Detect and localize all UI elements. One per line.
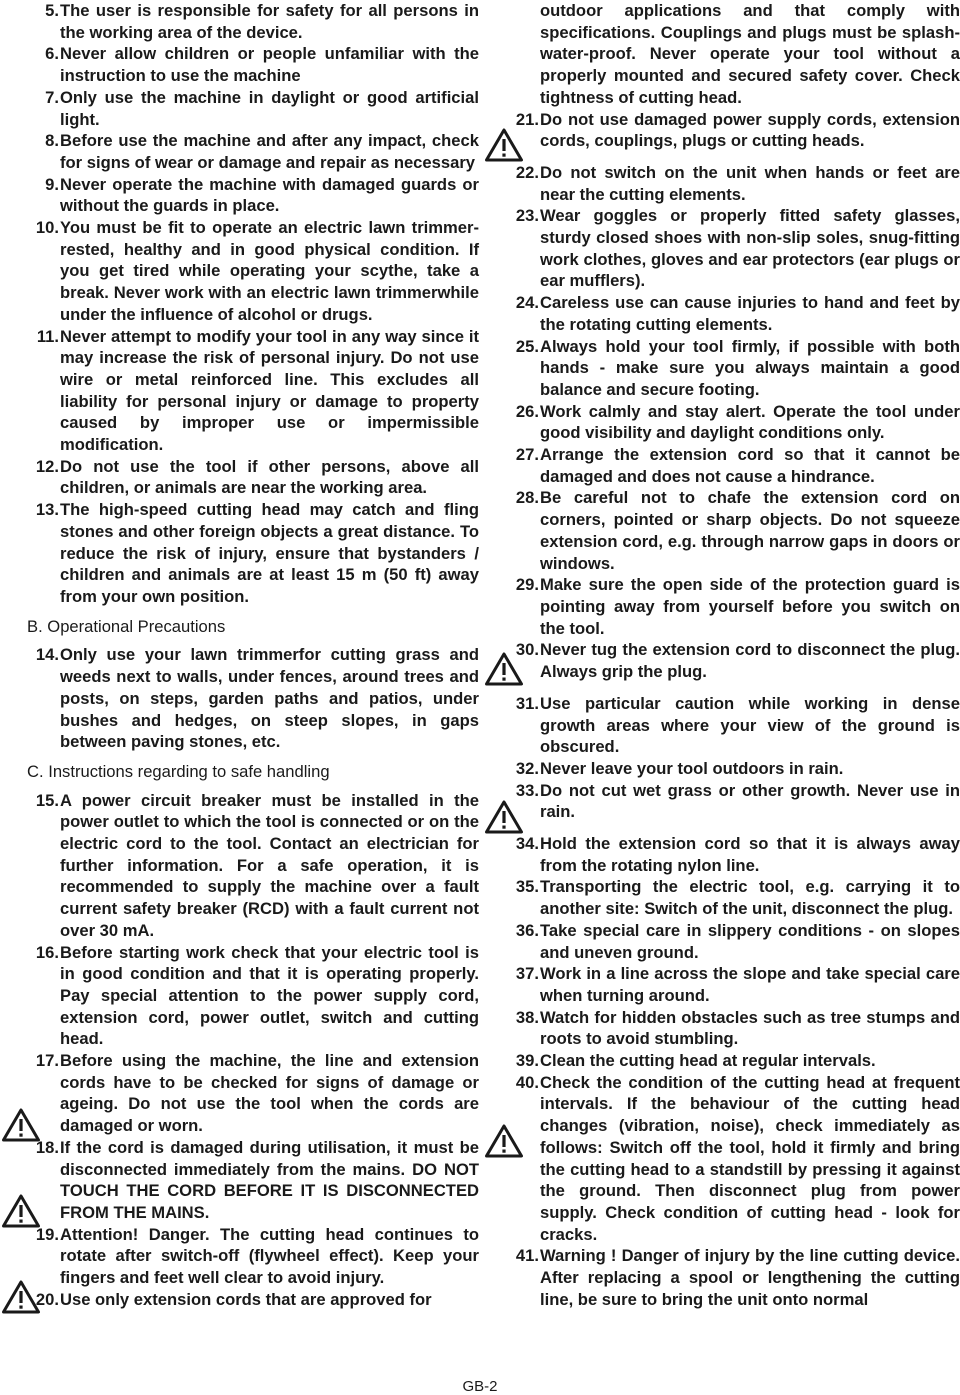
list-item <box>507 401 960 444</box>
list-item-text: Wear goggles or properly fitted safety glasses, sturdy closed shoes with non-slip soles, snug-fitting work clothes, gloves and ear protectors (ear plugs or ear mufflers). <box>540 206 960 291</box>
list-item-number: 40. <box>515 1072 539 1092</box>
list-item <box>507 963 960 1006</box>
list-item-text: A power circuit breaker must be installed in the power outlet to which the tool is connected or on the electric cord to the tool. Contact an electrician for further information. For a safe operation, it is recommended to supply the machine over a fault current safety breaker (RCD) with a fault current not over 30 mA. <box>60 790 479 940</box>
list-item-text: Before starting work check that your electric tool is in good condition and that it is operating properly. Pay special attention to the power supply cord, extension cord, power outlet, switch and cutting head. <box>60 942 479 1049</box>
list-item-number: 41. <box>515 1246 539 1266</box>
warning-triangle-icon <box>485 128 523 162</box>
list-item-number: 7. <box>45 87 59 107</box>
list-item-text: Warning ! Danger of injury by the line cutting device. After replacing a spool or lengthening the cutting line, be sure to bring the unit onto normal <box>540 1246 960 1309</box>
list-item-number: 25. <box>515 336 539 356</box>
list-item <box>27 217 479 326</box>
list-item <box>27 942 479 1051</box>
list-item-text: Do not use the tool if other persons, above all children, or animals are near the working area. <box>60 456 479 498</box>
list-item-number: 14. <box>35 645 59 665</box>
list-item-number: 12. <box>35 456 59 476</box>
list-item-text: Check the condition of the cutting head at frequent intervals. If the behaviour of the cutting head changes (vibration, noise), check immediately as follows: Switch off the tool, hold it firmly and bring the cutting head to a standstill by pressing it against the ground. Then disconnect plug from power supply. Check condition of cutting head - look for cracks. <box>540 1072 960 1244</box>
list-left-b <box>27 644 479 753</box>
list-item-number: 22. <box>515 162 539 182</box>
list-item-text: Clean the cutting head at regular intervals. <box>540 1051 876 1071</box>
page-number: GB-2 <box>462 1378 498 1395</box>
list-left-top <box>27 0 479 608</box>
list-item-number: 18. <box>35 1137 59 1157</box>
list-item-number: 10. <box>35 218 59 238</box>
list-item-number: 13. <box>35 500 59 520</box>
list-item-text: Never leave your tool outdoors in rain. <box>540 758 844 778</box>
list-item-text: Before use the machine and after any impact, check for signs of wear or damage and repair as necessary <box>60 131 479 172</box>
list-item <box>507 1245 960 1310</box>
list-item-text: Work in a line across the slope and take special care when turning around. <box>540 964 960 1005</box>
list-item-number: 15. <box>35 790 59 810</box>
list-item <box>507 109 960 152</box>
list-item <box>507 1072 960 1246</box>
list-item <box>507 1007 960 1050</box>
list-item-number: 30. <box>515 640 539 660</box>
list-item-number: 11. <box>36 326 59 346</box>
list-item-text: Only use your lawn trimmerfor cutting grass and weeds next to walls, under fences, around trees and posts, on steps, garden paths and patios, under bushes and hedges, on steep slopes, in gaps between paving stones, etc. <box>60 645 479 752</box>
list-item <box>507 336 960 401</box>
list-item <box>27 644 479 753</box>
list-item-text: Never allow children or people unfamiliar with the instruction to use the machine <box>60 44 479 86</box>
list-item <box>27 43 479 86</box>
list-item <box>507 574 960 639</box>
section-heading-b: B. Operational Precautions <box>27 616 226 636</box>
list-item-number: 9. <box>45 174 59 194</box>
list-item-number: 39. <box>515 1051 539 1071</box>
list-item <box>27 456 479 499</box>
list-item <box>27 790 479 942</box>
list-item <box>507 1050 960 1072</box>
list-item-number: 34. <box>515 834 539 854</box>
warning-triangle-icon <box>485 800 523 834</box>
list-item-text: Make sure the open side of the protection guard is pointing away from yourself before you switch on the tool. <box>540 575 960 638</box>
list-item-text: Use only extension cords that are approved for <box>60 1289 432 1309</box>
list-item <box>27 1137 479 1224</box>
list-item-number: 37. <box>515 964 539 984</box>
list-item <box>27 1289 479 1311</box>
list-item <box>507 920 960 963</box>
list-item-number: 24. <box>515 293 539 313</box>
left-column <box>27 0 479 1310</box>
list-item <box>507 639 960 682</box>
list-item-number: 38. <box>515 1007 539 1027</box>
list-item <box>507 780 960 823</box>
list-item-text: Work calmly and stay alert. Operate the tool under good visibility and daylight conditions only. <box>540 401 960 443</box>
list-item-text: The user is responsible for safety for all persons in the working area of the device. <box>60 1 479 42</box>
list-item <box>27 1224 479 1289</box>
list-item-text: outdoor applications and that comply with specifications. Couplings and plugs must be splash-water-proof. Never operate your tool without a properly mounted and secured safety cover. Check tightness of cutting head. <box>540 1 960 107</box>
list-item-number: 19. <box>35 1224 59 1244</box>
list-item-text: Careless use can cause injuries to hand and feet by the rotating cutting elements. <box>540 293 960 334</box>
warning-triangle-icon <box>2 1194 40 1228</box>
list-item-text: Never tug the extension cord to disconnect the plug. Always grip the plug. <box>540 640 960 682</box>
list-item-number: 28. <box>515 488 539 508</box>
list-item-text: Never operate the machine with damaged guards or without the guards in place. <box>60 174 479 216</box>
list-item-text: Do not cut wet grass or other growth. Never use in rain. <box>540 780 960 822</box>
list-item <box>507 693 960 758</box>
list-item-text: Hold the extension cord so that it is always away from the rotating nylon line. <box>540 834 960 875</box>
list-item <box>27 174 479 217</box>
list-item-text: Before using the machine, the line and extension cords have to be checked for signs of damage or ageing. Do not use the tool when the cords are damaged or worn. <box>60 1051 479 1136</box>
list-item-number: 20. <box>35 1289 59 1309</box>
list-item-text: Attention! Danger. The cutting head continues to rotate after switch-off (flywheel effect). Keep your fingers and feet well clear to avoid injury. <box>60 1224 479 1288</box>
list-item <box>27 499 479 608</box>
right-column <box>507 0 960 1310</box>
list-item-number: 27. <box>515 445 539 465</box>
list-item-text: Arrange the extension cord so that it cannot be damaged and does not cause a hindrance. <box>540 445 960 486</box>
list-item-text: The high-speed cutting head may catch and fling stones and other foreign objects a great distance. To reduce the risk of injury, ensure that bystanders / children and animals are at least 15 m (50 ft) away from your own position. <box>60 500 479 606</box>
list-item-text: Be careful not to chafe the extension cord on corners, pointed or sharp objects. Do not squeeze extension cord, e.g. through narrow gaps in doors or windows. <box>540 488 960 573</box>
list-item-number: 31. <box>515 693 539 713</box>
list-right <box>507 109 960 1311</box>
list-item-text: Always hold your tool firmly, if possible with both hands - make sure you always maintain a good balance and secure footing. <box>540 336 960 399</box>
warning-triangle-icon <box>485 652 523 686</box>
list-item-number: 29. <box>515 575 539 595</box>
list-item-number: 26. <box>515 401 539 421</box>
list-item-number: 21. <box>515 109 539 129</box>
list-item <box>507 205 960 292</box>
section-heading-c: C. Instructions regarding to safe handling <box>27 761 330 781</box>
list-item <box>27 1050 479 1137</box>
list-item-text: Watch for hidden obstacles such as tree stumps and roots to avoid stumbling. <box>540 1007 960 1049</box>
list-item-number: 17. <box>35 1051 59 1071</box>
list-item-number: 6. <box>45 44 59 64</box>
list-item-text: Only use the machine in daylight or good artificial light. <box>60 87 479 129</box>
list-item-number: 5. <box>45 1 59 20</box>
list-item <box>27 130 479 173</box>
list-item-text: You must be fit to operate an electric lawn trimmer- rested, healthy and in good physical condition. If you get tired while operating your scythe, take a break. Never work with an electric lawn trimmerwhile under the influence of alcohol or drugs. <box>60 218 479 324</box>
list-item-number: 33. <box>515 780 539 800</box>
list-item-number: 8. <box>45 131 59 151</box>
list-item-text: Do not switch on the unit when hands or feet are near the cutting elements. <box>540 162 960 204</box>
list-item-text: If the cord is damaged during utilisation, it must be disconnected immediately from the mains. DO NOT TOUCH THE CORD BEFORE IT IS DISCONNECTED FROM THE MAINS. <box>60 1137 479 1222</box>
list-item-number: 32. <box>515 758 539 778</box>
warning-triangle-icon <box>485 1124 523 1158</box>
warning-triangle-icon <box>2 1280 40 1314</box>
list-item <box>507 876 960 919</box>
list-item <box>507 833 960 876</box>
list-left-c <box>27 790 479 1311</box>
list-item-continuation <box>507 0 960 109</box>
warning-triangle-icon <box>2 1108 40 1142</box>
list-item-number: 35. <box>515 877 539 897</box>
list-item <box>27 326 479 456</box>
list-item-number: 16. <box>35 942 59 962</box>
list-item-text: Take special care in slippery conditions - on slopes and uneven ground. <box>540 920 960 962</box>
list-item-number: 23. <box>515 206 539 226</box>
list-item <box>507 292 960 335</box>
list-item <box>27 0 479 43</box>
list-item-text: Transporting the electric tool, e.g. carrying it to another site: Switch of the unit, disconnect the plug. <box>540 877 960 919</box>
list-item <box>27 87 479 130</box>
list-item-text: Do not use damaged power supply cords, extension cords, couplings, plugs or cutting heads. <box>540 109 960 151</box>
list-item-text: Use particular caution while working in dense growth areas where your view of the ground is obscured. <box>540 693 960 757</box>
list-item <box>507 162 960 205</box>
list-item <box>507 487 960 574</box>
list-item-text: Never attempt to modify your tool in any way since it may increase the risk of personal injury. Do not use wire or metal reinforced line. This excludes all liability for personal injury or damage to property caused by improper use or impermissible modification. <box>60 326 479 455</box>
list-item <box>507 444 960 487</box>
list-item-number: 36. <box>515 920 539 940</box>
list-item <box>507 758 960 780</box>
